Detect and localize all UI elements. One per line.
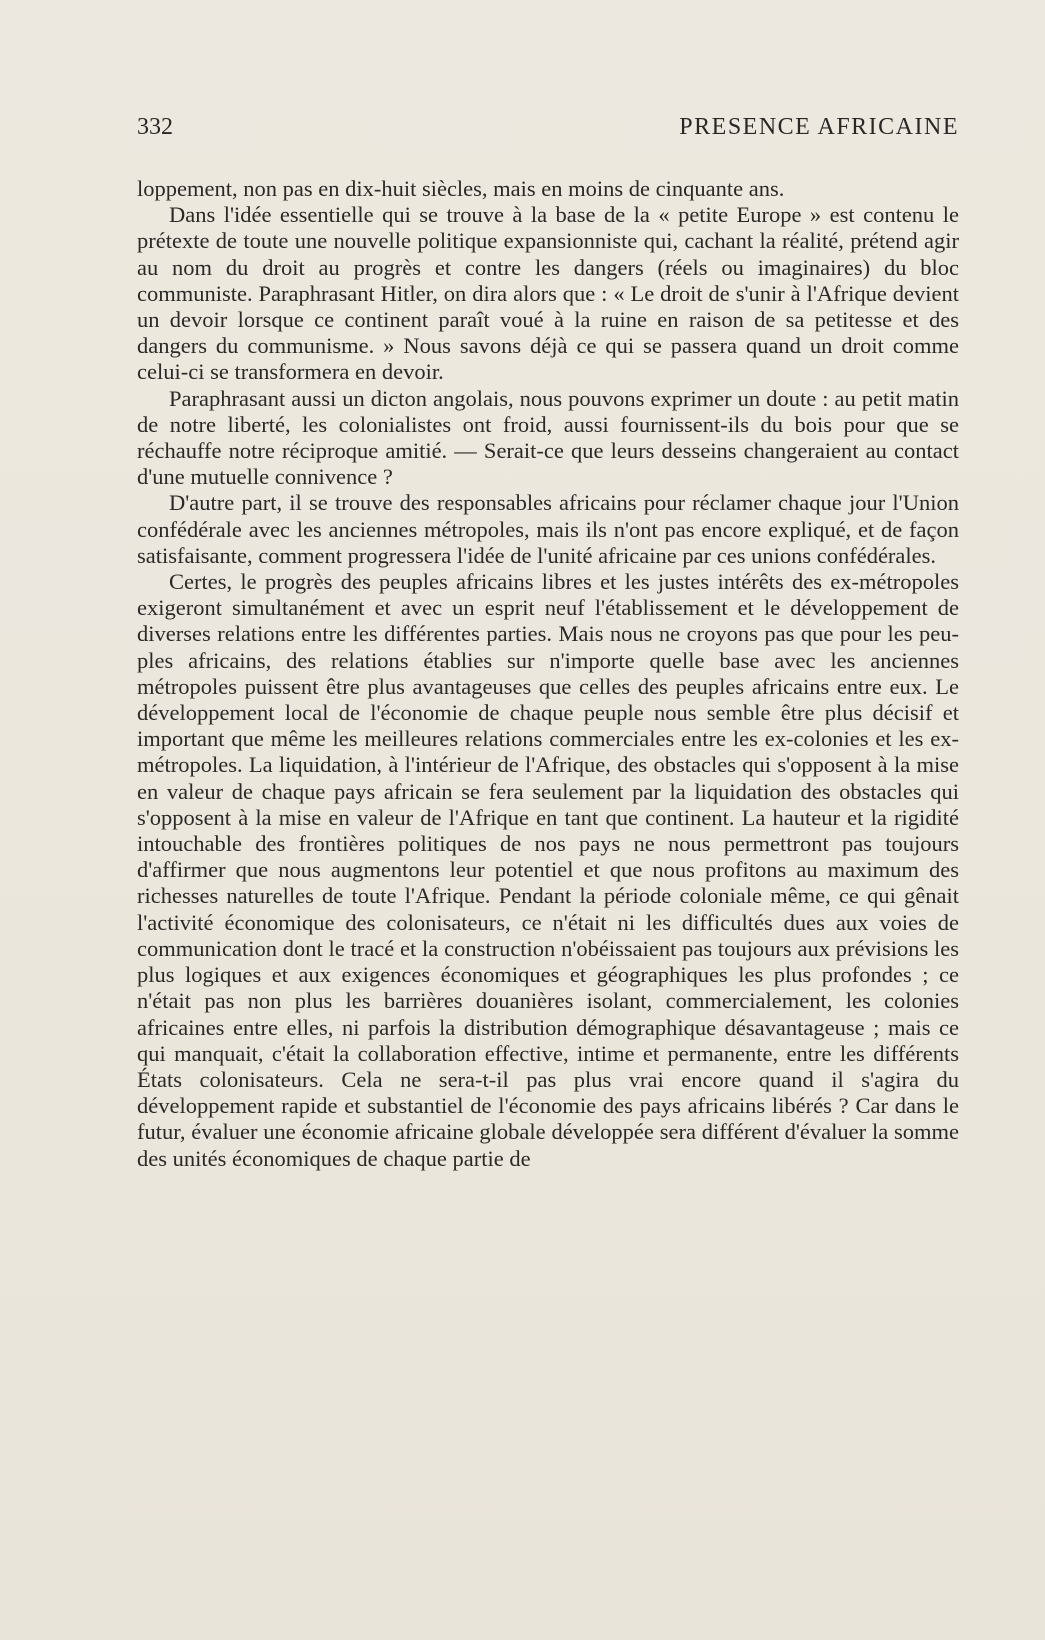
paragraph: Certes, le progrès des peuples africains libres et les justes intérêts des ex-métropoles exigeront simultanément et avec un esprit neuf l'établissement et le développement de diverses relations entre les différentes parties. Mais nous ne croyons pas que pour les peuples africains, des relations établies sur n'importe quelle base avec les anciennes métropoles puissent être plus avantageuses que celles des peuples africains entre eux. Le développement local de l'économie de chaque peuple nous semble être plus décisif et important que même les meilleures relations commerciales entre les ex-colonies et les ex-métropoles. La liquidation, à l'intérieur de l'Afrique, des obstacles qui s'opposent à la mise en valeur de chaque pays africain se fera seulement par la liquidation des obstacles qui s'opposent à la mise en valeur de l'Afrique en tant que continent. La hauteur et la rigidité intouchable des frontières politiques de nos pays ne nous permettront pas toujours d'affirmer que nous augmentons leur potentiel et que nous profitons au maximum des richesses naturelles de toute l'Afrique. Pendant la période coloniale même, ce qui gênait l'activité économique des colonisateurs, ce n'était ni les difficultés dues aux voies de communication dont le tracé et la construction n'obéissaient pas toujours aux prévisions les plus logiques et aux exigences économiques et géographiques les plus profondes ; ce n'était pas non plus les barrières douanières isolant, commercialement, les colonies africaines entre elles, ni parfois la distribution démographique désavantageuse ; mais ce qui manquait, c'était la collaboration effective, intime et permanente, entre les différents États colonisateurs. Cela ne sera-t-il pas plus vrai encore quand il s'agira du développement rapide et substantiel de l'économie des pays africains libérés ? Car dans le futur, évaluer une économie africaine globale développée sera différent d'évaluer la somme des unités économiques de chaque partie de: [137, 569, 959, 1171]
body-text: [137, 176, 959, 1172]
paragraph: D'autre part, il se trouve des responsables africains pour réclamer chaque jour l'Union confédérale avec les anciennes métropoles, mais ils n'ont pas encore expliqué, et de façon satisfaisante, comment progressera l'idée de l'unité africaine par ces unions confédérales.: [137, 490, 959, 568]
paragraph: Paraphrasant aussi un dicton angolais, nous pouvons exprimer un doute : au petit matin de notre liberté, les colonialistes ont froid, aussi fournissent-ils du bois pour que se réchauffe notre réciproque amitié. — Serait-ce que leurs desseins changeraient au contact d'une mutuelle connivence ?: [137, 385, 959, 490]
running-title: PRESENCE AFRICAINE: [679, 114, 959, 140]
page-header: [137, 114, 959, 148]
paragraph-continuation: loppement, non pas en dix-huit siècles, mais en moins de cinquante ans.: [137, 176, 785, 201]
page-number: 332: [137, 114, 173, 140]
paragraph: Dans l'idée essentielle qui se trouve à la base de la « petite Europe » est contenu le prétexte de toute une nouvelle politique expansionniste qui, cachant la réalité, prétend agir au nom du droit au progrès et contre les dangers (réels ou imaginaires) du bloc communiste. Paraphrasant Hitler, on dira alors que : « Le droit de s'unir à l'Afrique devient un devoir lorsque ce continent paraît voué à la ruine en raison de sa petitesse et des dangers du communisme. » Nous savons déjà ce qui se passera quand un droit comme celui-ci se transformera en devoir.: [137, 202, 959, 385]
